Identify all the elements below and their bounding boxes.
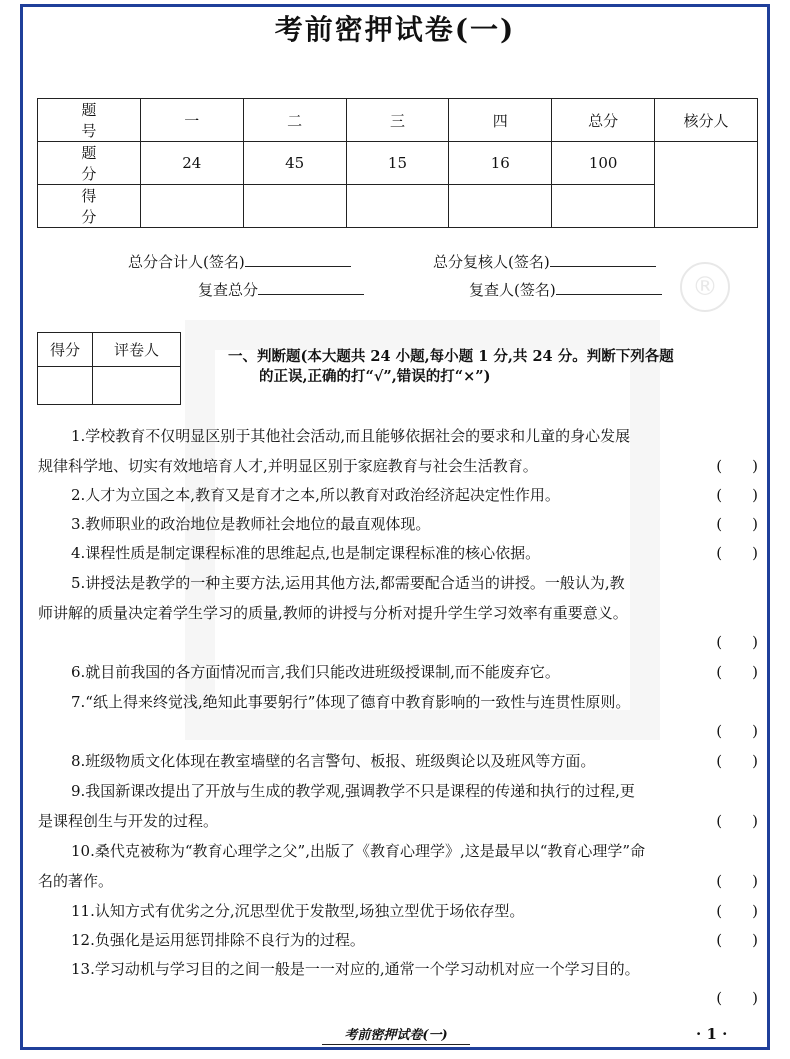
recheck-total-line[interactable] [258, 279, 364, 295]
question-3 [38, 509, 758, 539]
total-reviewer-signature [433, 251, 656, 272]
exam-title: 考前密押试卷(一) [274, 13, 516, 46]
question-2-text: 2.人才为立国之本,教育又是育才之本,所以教育对政治经济起决定性作用。 [71, 486, 560, 504]
question-13: 13.学习动机与学习目的之间一般是一一对应的,通常一个学习动机对应一个学习目的。 [71, 960, 640, 978]
question-10-text: 名的著作。 [38, 872, 114, 890]
question-2 [38, 480, 758, 510]
section-line-1: 一、判断题(本大题共 24 小题,每小题 1 分,共 24 分。判断下列各题 [228, 348, 674, 365]
question-10-line-2 [38, 866, 758, 896]
score-table-header-row [38, 99, 758, 142]
total-adder-label: 总分合计人(签名) [128, 253, 245, 271]
header-part-3: 三 [346, 99, 449, 142]
points-label: 题 分 [38, 142, 141, 185]
question-10-line-1: 10.桑代克被称为“教育心理学之父”,出版了《教育心理学》,这是最早以“教育心理学”命 [71, 842, 646, 860]
points-part-2: 45 [243, 142, 346, 185]
answer-paren-7[interactable]: ( ) [716, 722, 758, 740]
points-part-4: 16 [449, 142, 552, 185]
points-total: 100 [552, 142, 655, 185]
question-1-line-1: 1.学校教育不仅明显区别于其他社会活动,而且能够依据社会的要求和儿童的身心发展 [71, 427, 631, 445]
section-heading [228, 347, 758, 387]
header-part-1: 一 [140, 99, 243, 142]
question-8-text: 8.班级物质文化体现在教室墙壁的名言警句、板报、班级舆论以及班风等方面。 [71, 752, 596, 770]
score-table-points-row [38, 142, 758, 185]
answer-paren-8[interactable]: ( ) [716, 752, 758, 770]
question-5-line-2: 师讲解的质量决定着学生学习的质量,教师的讲授与分析对提升学生学习效率有重要意义。 [38, 604, 628, 622]
answer-paren-2[interactable]: ( ) [716, 486, 758, 504]
score-part-1[interactable] [140, 185, 243, 228]
grader-box-header [38, 333, 181, 367]
question-6-text: 6.就目前我国的各方面情况而言,我们只能改进班级授课制,而不能废弃它。 [71, 663, 560, 681]
answer-paren-12[interactable]: ( ) [716, 931, 758, 949]
score-part-2[interactable] [243, 185, 346, 228]
grader-box-inputs [38, 367, 181, 405]
question-1-line-2 [38, 451, 758, 481]
total-reviewer-line[interactable] [550, 251, 656, 267]
question-8 [38, 746, 758, 776]
question-9-text: 是课程创生与开发的过程。 [38, 812, 219, 830]
question-5-line-1: 5.讲授法是教学的一种主要方法,运用其他方法,都需要配合适当的讲授。一般认为,教 [71, 574, 625, 592]
rechecker-line[interactable] [556, 279, 662, 295]
score-total[interactable] [552, 185, 655, 228]
rechecker-label: 复查人(签名) [469, 281, 556, 299]
answer-paren-11[interactable]: ( ) [716, 902, 758, 920]
header-part-2: 二 [243, 99, 346, 142]
points-part-1: 24 [140, 142, 243, 185]
answer-paren-9[interactable]: ( ) [716, 812, 758, 830]
score-table-score-row [38, 185, 758, 228]
grader-score-label: 得分 [38, 333, 93, 367]
question-4-text: 4.课程性质是制定课程标准的思维起点,也是制定课程标准的核心依据。 [71, 544, 541, 562]
answer-paren-3[interactable]: ( ) [716, 515, 758, 533]
question-4 [38, 538, 758, 568]
page-number: · 1 · [696, 1025, 728, 1043]
answer-paren-5[interactable]: ( ) [716, 633, 758, 651]
score-part-3[interactable] [346, 185, 449, 228]
total-reviewer-label: 总分复核人(签名) [433, 253, 550, 271]
question-6 [38, 657, 758, 687]
registered-mark-icon: ® [680, 262, 730, 312]
answer-paren-6[interactable]: ( ) [716, 663, 758, 681]
footer-label: 考前密押试卷(一) [322, 1028, 470, 1045]
question-3-text: 3.教师职业的政治地位是教师社会地位的最直观体现。 [71, 515, 431, 533]
question-7: 7.“纸上得来终觉浅,绝知此事要躬行”体现了德育中教育影响的一致性与连贯性原则。 [71, 693, 631, 711]
section-line-2: 的正误,正确的打“√”,错误的打“×”) [259, 368, 491, 385]
question-9-line-1: 9.我国新课改提出了开放与生成的教学观,强调教学不只是课程的传递和执行的过程,更 [71, 782, 635, 800]
grader-name-label: 评卷人 [93, 333, 181, 367]
question-1-text: 规律科学地、切实有效地培育人才,并明显区别于家庭教育与社会生活教育。 [38, 457, 538, 475]
total-adder-signature [128, 251, 351, 272]
question-11 [38, 896, 758, 926]
total-adder-line[interactable] [245, 251, 351, 267]
grader-box [37, 332, 181, 405]
answer-paren-4[interactable]: ( ) [716, 544, 758, 562]
header-total: 总分 [552, 99, 655, 142]
answer-paren-1[interactable]: ( ) [716, 457, 758, 475]
grader-score-cell[interactable] [38, 367, 93, 405]
answer-paren-10[interactable]: ( ) [716, 872, 758, 890]
question-12-text: 12.负强化是运用惩罚排除不良行为的过程。 [71, 931, 365, 949]
rechecker-signature [469, 279, 662, 300]
score-part-4[interactable] [449, 185, 552, 228]
points-part-3: 15 [346, 142, 449, 185]
recheck-total-signature [198, 279, 364, 300]
question-11-text: 11.认知方式有优劣之分,沉思型优于发散型,场独立型优于场依存型。 [71, 902, 525, 920]
grader-name-cell[interactable] [93, 367, 181, 405]
score-table [37, 98, 758, 228]
header-part-4: 四 [449, 99, 552, 142]
recheck-total-label: 复查总分 [198, 281, 259, 299]
question-9-line-2 [38, 806, 758, 836]
score-label: 得 分 [38, 185, 141, 228]
answer-paren-13[interactable]: ( ) [716, 989, 758, 1007]
header-checker: 核分人 [655, 99, 758, 142]
question-12 [38, 925, 758, 955]
header-label: 题 号 [38, 99, 141, 142]
checker-cell[interactable] [655, 142, 758, 228]
